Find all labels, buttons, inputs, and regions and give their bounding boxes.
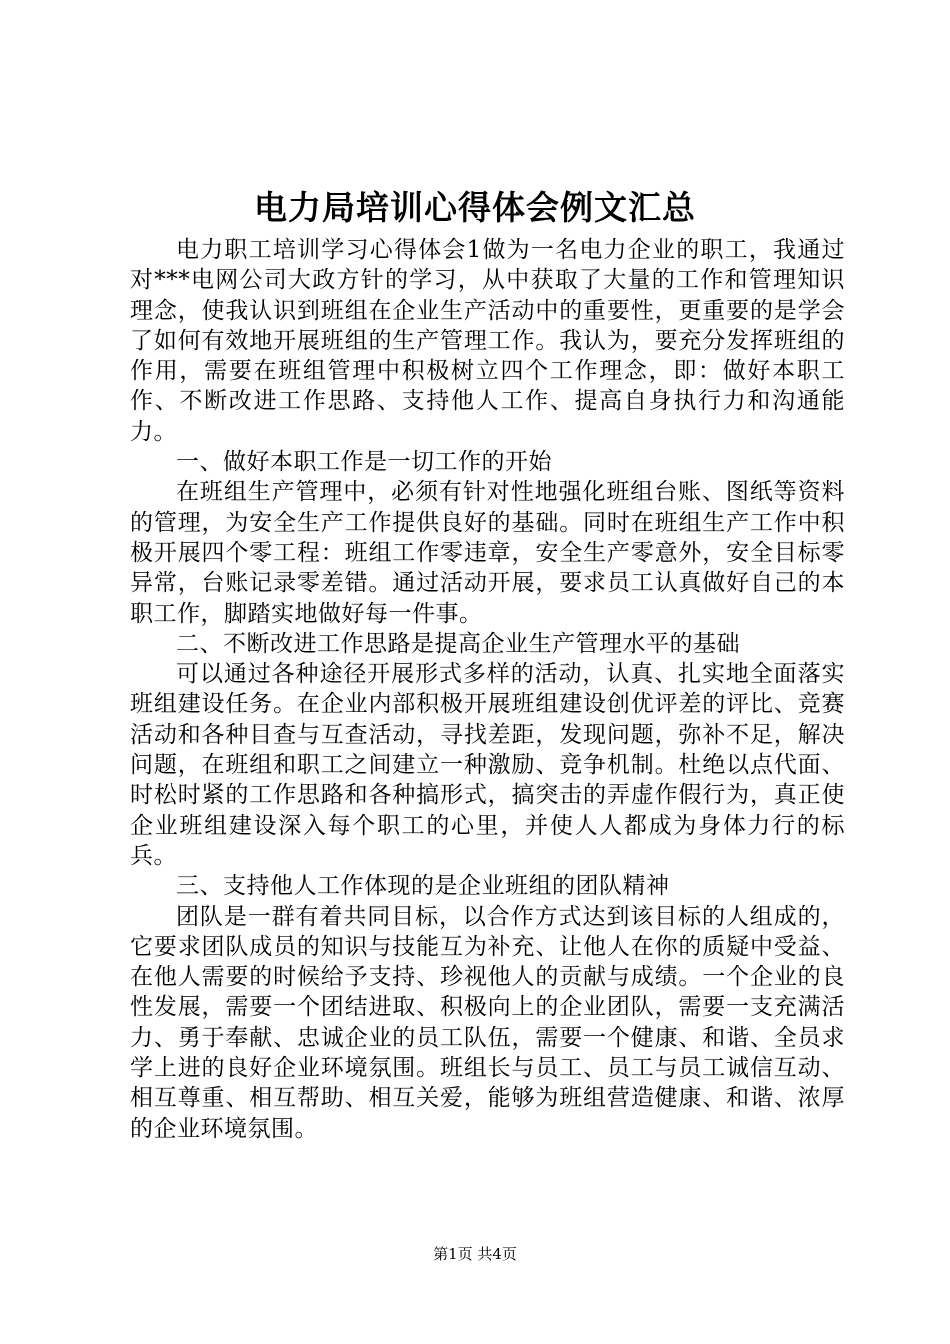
paragraph-section-3: 团队是一群有着共同目标，以合作方式达到该目标的人组成的，它要求团队成员的知识与技能互为补充、让他人在你的质疑中受益、在他人需要的时候给予支持、珍视他人的贡献与成绩。一个企业的良性发展，需要一个团结进取、积极向上的企业团队，需要一支充满活力、勇于奉献、忠诚企业的员工队伍，需要一个健康、和谐、全员求学上进的良好企业环境氛围。班组长与员工、员工与员工诚信互动、相互尊重、相互帮助、相互关爱，能够为班组营造健康、和谐、浓厚的企业环境氛围。 bbox=[130, 903, 845, 1142]
paragraph-section-2: 可以通过各种途径开展形式多样的活动，认真、扎实地全面落实班组建设任务。在企业内部积极开展班组建设创优评差的评比、竞赛活动和各种目查与互查活动，寻找差距，发现问题，弥补不足，解决问题，在班组和职工之间建立一种激励、竞争机制。杜绝以点代面、时松时紧的工作思路和各种搞形式，搞突击的弄虚作假行为，真正使企业班组建设深入每个职工的心里，并使人人都成为身体力行的标兵。 bbox=[130, 661, 845, 869]
document-title: 电力局培训心得体会例文汇总 bbox=[254, 188, 696, 227]
section-heading-3: 三、支持他人工作体现的是企业班组的团队精神 bbox=[176, 873, 670, 900]
section-heading-1: 一、做好本职工作是一切工作的开始 bbox=[176, 449, 552, 476]
section-heading-2: 二、不断改进工作思路是提高企业生产管理水平的基础 bbox=[176, 630, 740, 657]
paragraph-intro: 电力职工培训学习心得体会1做为一名电力企业的职工，我通过对***电网公司大政方针的学习，从中获取了大量的工作和管理知识理念，使我认识到班组在企业生产活动中的重要性，更重要的是学会了如何有效地开展班组的生产管理工作。我认为，要充分发挥班组的作用，需要在班组管理中积极树立四个工作理念，即：做好本职工作、不断改进工作思路、支持他人工作、提高自身执行力和沟通能力。 bbox=[130, 237, 845, 445]
document-body bbox=[130, 235, 845, 1144]
page-number-footer: 第1页 共4页 bbox=[433, 1245, 517, 1263]
paragraph-section-1: 在班组生产管理中，必须有针对性地强化班组台账、图纸等资料的管理，为安全生产工作提供良好的基础。同时在班组生产工作中积极开展四个零工程：班组工作零违章，安全生产零意外，安全目标零异常，台账记录零差错。通过活动开展，要求员工认真做好自己的本职工作，脚踏实地做好每一件事。 bbox=[130, 479, 845, 627]
